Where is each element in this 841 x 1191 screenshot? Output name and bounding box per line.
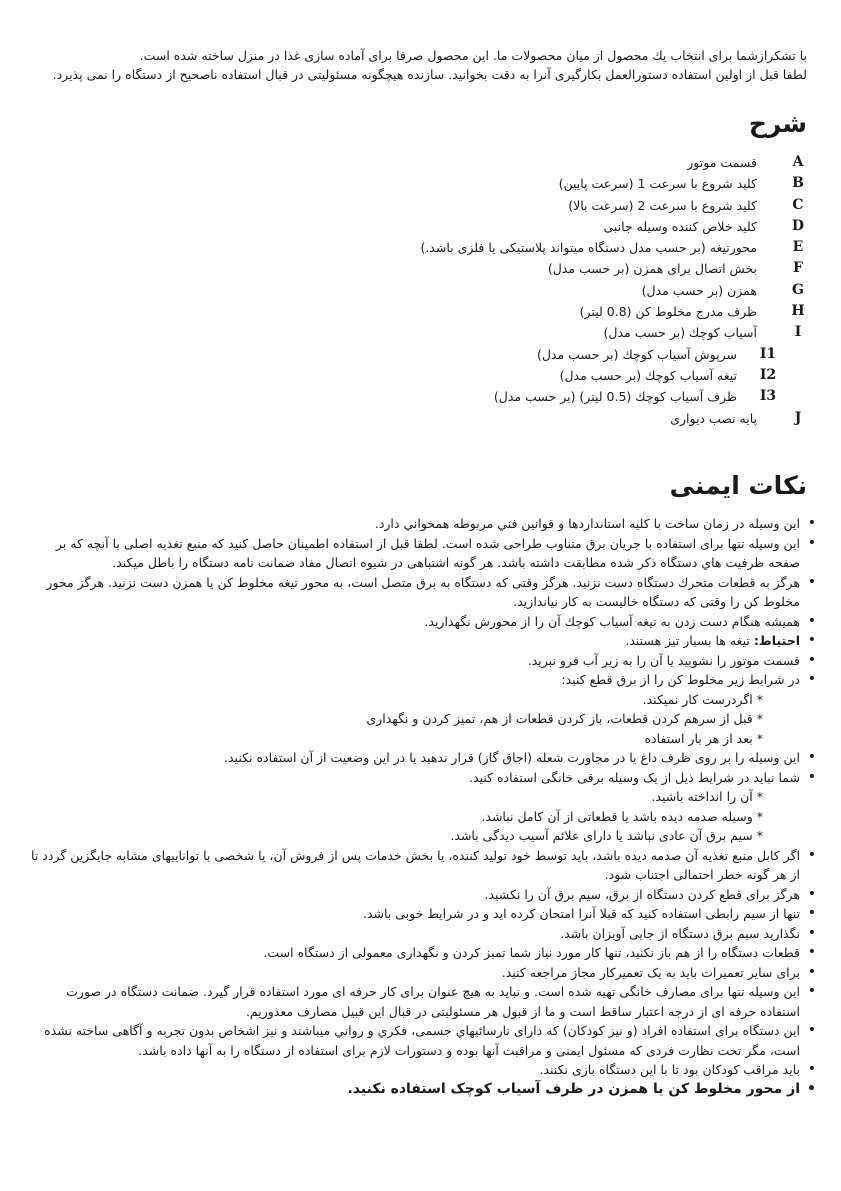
parts-list-item [33,301,813,322]
parts-list-item [33,216,813,237]
part-code: G [792,281,804,298]
safety-item: • این وسیله تنها برای استفاده با جریان برق متناوب طراحی شده است. لطفا قبل از استفاده اطمینان حاصل کنید که منبع تغذیه اصلی با آنچه که بر صفحه ظرفیت هاي دستگاه ذکر شده مطابقت داشته باشد. هر گونه اشتباهی در شیوه اتصال مفاد ضمانت نامه دستگاه را باطل میکند. [25,534,817,573]
safety-subitem-text: آن را انداخته باشید. [651,789,753,804]
parts-list-subitem [33,386,813,407]
safety-item: • باید مراقب کودکان بود تا با این دستگاه بازی نکنند. [25,1060,817,1080]
part-code: B [792,175,804,192]
part-text: کلید شروع با سرعت 2 (سرعت بالا) [568,197,757,213]
part-text: تیغه آسیاب کوچك (بر حسب مدل) [559,367,737,383]
warning-text: تیغه ها بسیار تیز هستند. [625,633,754,648]
part-code: I [794,324,802,341]
part-code: F [793,260,803,277]
part-code: D [791,217,805,234]
safety-item-final: • از محور مخلوط کن یا همزن در ظرف آسیاب کوچک استفاده نکنید. [25,1080,817,1100]
part-text: پایه نصب دیواری [670,410,757,426]
safety-subitem: *آن را انداخته باشید. [651,789,763,804]
safety-subitem-text: وسیله صدمه دیده باشد یا قطعاتی از آن کامل نباشد. [481,808,753,824]
safety-item: • این دستگاه برای استفاده افراد (و نیز کودکان) که دارای نارسائيهاي جسمی، فکري و رواني میباشند و نیز اشخاص بدون تجربه و آگاهی ساخته نشده است، مگر تحت نظارت فردی که مسئول ایمنی و مراقبت آنها بوده و دستورات لازم برای استفاده از دستگاه را به آنها داده باشد. [25,1021,817,1060]
safety-item: • هرگز به قطعات متحرك دستگاه دست نزنید. هرگز وقتی که دستگاه به برق متصل است، به محور تیغه مخلوط کن یا همزن دست نزنید. هرگز محور مخلوط کن را وقتی که دستگاه خالیست به کار نیاندازید. [25,573,817,612]
safety-subitem-text: قبل از سرهم کردن قطعات، باز کردن قطعات از هم، تمیز کردن و نگهداری [366,711,753,726]
part-text: ظرف آسیاب کوچك (0.5 لیتر) (بر حسب مدل) [493,389,737,405]
parts-list-item [33,195,813,216]
description-heading: شرح [748,109,807,138]
part-code: H [791,303,805,320]
part-text: بخش اتصال برای همزن (بر حسب مدل) [547,261,757,277]
safety-subitem: *قبل از سرهم کردن قطعات، باز کردن قطعات از هم، تمیز کردن و نگهداری [366,711,763,726]
safety-subitem: *وسیله صدمه دیده باشد یا قطعاتی از آن کامل نباشد. [481,808,763,824]
safety-item: • شما نباید در شرایط ذیل از یک وسیله برقی خانگی استفاده کنید. [25,768,817,788]
part-text: قسمت موتور [687,155,757,170]
safety-list [25,514,817,1099]
safety-subitem: *سیم برق آن عادی نباشد یا دارای علائم آسیب دیدگی باشد. [450,828,763,843]
parts-list-item [33,322,813,343]
part-text: کلید خلاص کننده وسیله جانبی [603,218,757,234]
safety-subitem-text: سیم برق آن عادی نباشد یا دارای علائم آسیب دیدگی باشد. [450,828,753,843]
parts-list-item [33,237,813,258]
safety-item: • برای سایر تعمیرات باید به یک تعمیرکار مجاز مراجعه کنید. [25,963,817,983]
safety-heading: نکات ایمنی [669,471,807,500]
part-text: آسیاب کوچك (بر حسب مدل) [603,325,757,341]
parts-list-subitem [33,365,813,386]
part-code: C [792,196,804,213]
safety-item: • قسمت موتور را نشویید یا آن را به زیر آب فرو نبرید. [25,651,817,671]
part-text: ظرف مدرج مخلوط کن (0.8 لیتر) [579,304,757,320]
parts-list-item [33,152,813,173]
parts-list-item [33,258,813,279]
part-text: همزن (بر حسب مدل) [641,282,757,298]
part-code: I2 [759,366,777,383]
intro-line-1: با تشکرازشما برای انتخاب یك محصول از میان محصولات ما. این محصول صرفا برای آماده سازی غذا در منزل ساخته شده است. [139,48,807,63]
safety-item: • هرگز برای قطع کردن دستگاه از برق، سیم برق آن را نکشید. [25,885,817,905]
safety-item: • قطعات دستگاه را از هم باز نکنید، تنها کار مورد نیاز شما تمیز کردن و نگهداری معمولی از دستگاه است. [25,943,817,963]
part-text: کلید شروع با سرعت 1 (سرعت پایین) [558,176,757,192]
intro-text [27,46,807,84]
part-text: سرپوش آسیاب کوچك (بر حسب مدل) [536,346,737,362]
part-text: محورتیغه (بر حسب مدل دستگاه میتواند پلاستیکی یا فلزی باشد.) [420,240,757,256]
part-code: I3 [759,388,777,405]
warning-label: احتیاط: [753,633,800,648]
safety-subitem: *بعد از هر بار استفاده [644,730,763,746]
parts-list-item [33,280,813,301]
part-code: E [792,239,804,256]
safety-item: • این وسیله در زمان ساخت با کلیه استانداردها و قوانین فني مربوطه همخواني دارد. [25,514,817,534]
safety-item: • این وسیله تنها برای مصارف خانگی تهیه شده است. و نباید به هیچ عنوان برای کار حرفه ای مورد استفاده قرار گیرد. ضمانت دستگاه در صورت استفاده حرفه ای از درجه اعتبار ساقط است و ما از قبول هر مسئولیتی در قبال این قبیل مصارف معذوریم. [25,982,817,1021]
safety-item: • همیشه هنگام دست زدن به تیغه آسیاب کوچك آن را از محورش نگهدارید. [25,612,817,632]
safety-item: • نگذارید سیم برق دستگاه از جایی آویزان باشد. [25,924,817,944]
parts-list [33,152,813,429]
safety-item: • اگر کابل منبع تغذیه آن صدمه دیده باشد، باید توسط خود تولید کننده، یا بخش خدمات پس از فروش آن، یا شخصی با تواناییهای مشابه جایگزین گردد تا از هر گونه خطر احتمالی اجتناب شود. [25,846,817,885]
safety-subitem-text: اگردرست کار نمیکند. [642,691,753,707]
safety-item-warning [25,631,817,651]
part-code: J [794,409,802,426]
safety-item: • در شرایط زیر مخلوط کن را از برق قطع کنید: [25,670,817,690]
intro-line-2: لطفا قبل از اولین استفاده دستورالعمل بکارگیری آنرا به دقت بخوانید. سازنده هیچگونه مسئولیتی در قبال استفاده ناصحیح از دستگاه را نمی پذیرد. [52,67,807,82]
part-code: A [792,154,804,170]
safety-subitem-text: بعد از هر بار استفاده [644,730,753,746]
safety-item: • این وسیله را بر روی ظرف داغ یا در مجاورت شعله (اجاق گاز) قرار ندهید یا در این وضعیت از آن استفاده نکنید. [25,748,817,768]
safety-item: • تنها از سیم رابطی استفاده کنید که قبلا آنرا امتحان کرده اید و در شرایط خوبی باشد. [25,904,817,924]
parts-list-item [33,408,813,429]
safety-subitem: *اگردرست کار نمیکند. [642,691,763,707]
parts-list-subitem [33,344,813,365]
parts-list-item [33,173,813,194]
part-code: I1 [759,345,777,362]
